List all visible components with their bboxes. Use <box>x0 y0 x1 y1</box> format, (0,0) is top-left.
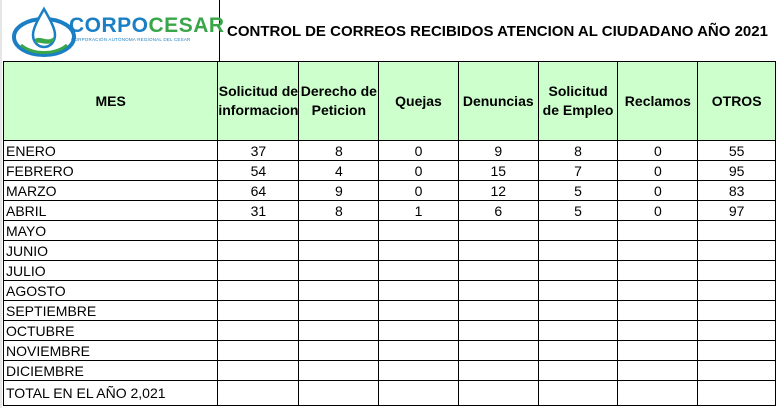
value-cell[interactable] <box>538 221 618 241</box>
header-row <box>4 62 776 141</box>
value-cell[interactable] <box>458 281 538 301</box>
value-cell[interactable]: 1 <box>379 201 459 221</box>
table-cell[interactable] <box>458 381 538 406</box>
value-cell[interactable]: 31 <box>218 201 299 221</box>
brand-part-2: CESAR <box>148 14 225 37</box>
value-cell[interactable] <box>299 241 379 261</box>
sheet-title[interactable]: CONTROL DE CORREOS RECIBIDOS ATENCION AL CIUDADANO AÑO 2021 <box>227 22 768 40</box>
month-cell[interactable]: NOVIEMBRE <box>4 341 218 361</box>
total-label[interactable]: TOTAL EN EL AÑO 2,021 <box>4 381 218 406</box>
value-cell[interactable]: 64 <box>218 181 299 201</box>
brand-part-1: CORPO <box>69 14 149 37</box>
value-cell[interactable]: 9 <box>458 141 538 161</box>
table-row <box>4 201 776 221</box>
value-cell[interactable] <box>218 301 299 321</box>
month-cell[interactable]: JULIO <box>4 261 218 281</box>
value-cell[interactable]: 0 <box>379 161 459 181</box>
value-cell[interactable] <box>379 361 459 381</box>
value-cell[interactable]: 0 <box>618 161 698 181</box>
value-cell[interactable]: 7 <box>538 161 618 181</box>
header-otros[interactable]: OTROS <box>698 62 776 141</box>
value-cell[interactable] <box>379 281 459 301</box>
value-cell[interactable] <box>218 341 299 361</box>
month-cell[interactable]: OCTUBRE <box>4 321 218 341</box>
month-cell[interactable]: FEBRERO <box>4 161 218 181</box>
value-cell[interactable]: 0 <box>379 181 459 201</box>
value-cell[interactable] <box>218 281 299 301</box>
header-mes[interactable]: MES <box>4 62 218 141</box>
value-cell[interactable] <box>458 241 538 261</box>
month-cell[interactable]: SEPTIEMBRE <box>4 301 218 321</box>
table-cell[interactable] <box>538 381 618 406</box>
month-cell[interactable]: ABRIL <box>4 201 218 221</box>
value-cell[interactable]: 15 <box>458 161 538 181</box>
value-cell[interactable] <box>458 361 538 381</box>
month-cell[interactable]: MAYO <box>4 221 218 241</box>
value-cell[interactable] <box>379 221 459 241</box>
value-cell[interactable] <box>379 301 459 321</box>
value-cell[interactable] <box>299 301 379 321</box>
header-quejas[interactable]: Quejas <box>379 62 459 141</box>
value-cell[interactable] <box>698 281 776 301</box>
value-cell[interactable]: 12 <box>458 181 538 201</box>
value-cell[interactable]: 0 <box>379 141 459 161</box>
total-row <box>4 381 776 406</box>
value-cell[interactable] <box>538 241 618 261</box>
value-cell[interactable]: 5 <box>538 201 618 221</box>
month-cell[interactable]: ENERO <box>4 141 218 161</box>
value-cell[interactable] <box>458 221 538 241</box>
value-cell[interactable] <box>618 241 698 261</box>
value-cell[interactable]: 95 <box>698 161 776 181</box>
value-cell[interactable]: 0 <box>618 201 698 221</box>
value-cell[interactable] <box>698 321 776 341</box>
value-cell[interactable]: 6 <box>458 201 538 221</box>
value-cell[interactable] <box>218 261 299 281</box>
value-cell[interactable] <box>299 321 379 341</box>
header-denuncias[interactable]: Denuncias <box>458 62 538 141</box>
value-cell[interactable] <box>538 321 618 341</box>
value-cell[interactable] <box>618 361 698 381</box>
table-cell[interactable] <box>379 381 459 406</box>
value-cell[interactable] <box>218 241 299 261</box>
value-cell[interactable] <box>538 261 618 281</box>
month-cell[interactable]: JUNIO <box>4 241 218 261</box>
value-cell[interactable] <box>458 261 538 281</box>
value-cell[interactable] <box>458 321 538 341</box>
table-cell[interactable] <box>299 381 379 406</box>
value-cell[interactable] <box>698 261 776 281</box>
value-cell[interactable]: 5 <box>538 181 618 201</box>
value-cell[interactable] <box>538 281 618 301</box>
value-cell[interactable] <box>299 261 379 281</box>
value-cell[interactable] <box>299 341 379 361</box>
table-row <box>4 341 776 361</box>
value-cell[interactable]: 97 <box>698 201 776 221</box>
brand-tagline: CORPORACIÓN AUTÓNOMA REGIONAL DEL CESAR <box>71 37 191 42</box>
table-row <box>4 301 776 321</box>
table-row <box>4 181 776 201</box>
value-cell[interactable] <box>538 341 618 361</box>
value-cell[interactable] <box>299 221 379 241</box>
table-cell[interactable] <box>618 381 698 406</box>
value-cell[interactable] <box>618 281 698 301</box>
month-cell[interactable]: AGOSTO <box>4 281 218 301</box>
month-cell[interactable]: MARZO <box>4 181 218 201</box>
table-cell[interactable] <box>218 381 299 406</box>
header-solicitud-informacion[interactable]: Solicitud de informacion <box>218 62 299 141</box>
table-row <box>4 141 776 161</box>
value-cell[interactable] <box>698 341 776 361</box>
value-cell[interactable] <box>218 221 299 241</box>
logo-cell[interactable] <box>3 0 225 62</box>
table-cell[interactable] <box>698 381 776 406</box>
value-cell[interactable] <box>538 301 618 321</box>
value-cell[interactable]: 4 <box>299 161 379 181</box>
value-cell[interactable]: 55 <box>698 141 776 161</box>
value-cell[interactable]: 8 <box>538 141 618 161</box>
value-cell[interactable] <box>458 341 538 361</box>
value-cell[interactable] <box>698 221 776 241</box>
emails-table <box>3 61 776 406</box>
value-cell[interactable]: 9 <box>299 181 379 201</box>
table-row <box>4 361 776 381</box>
value-cell[interactable]: 0 <box>618 141 698 161</box>
table-row <box>4 221 776 241</box>
value-cell[interactable]: 0 <box>618 181 698 201</box>
value-cell[interactable] <box>618 261 698 281</box>
header-solicitud-empleo[interactable]: Solicitud de Empleo <box>538 62 618 141</box>
month-cell[interactable]: DICIEMBRE <box>4 361 218 381</box>
brand-name <box>69 14 225 38</box>
table-row <box>4 161 776 181</box>
value-cell[interactable] <box>618 301 698 321</box>
value-cell[interactable] <box>379 321 459 341</box>
table-row <box>4 241 776 261</box>
value-cell[interactable] <box>299 361 379 381</box>
table-row <box>4 261 776 281</box>
value-cell[interactable] <box>299 281 379 301</box>
value-cell[interactable] <box>458 301 538 321</box>
value-cell[interactable] <box>538 361 618 381</box>
header-reclamos[interactable]: Reclamos <box>618 62 698 141</box>
value-cell[interactable]: 83 <box>698 181 776 201</box>
value-cell[interactable] <box>618 341 698 361</box>
value-cell[interactable]: 8 <box>299 201 379 221</box>
table-row <box>4 281 776 301</box>
value-cell[interactable]: 37 <box>218 141 299 161</box>
header-derecho-peticion[interactable]: Derecho de Peticion <box>299 62 379 141</box>
value-cell[interactable] <box>698 301 776 321</box>
corpocesar-logo-icon <box>11 3 77 59</box>
value-cell[interactable] <box>379 261 459 281</box>
title-row <box>0 0 776 62</box>
value-cell[interactable] <box>698 241 776 261</box>
value-cell[interactable]: 54 <box>218 161 299 181</box>
value-cell[interactable] <box>379 341 459 361</box>
table-row <box>4 321 776 341</box>
value-cell[interactable] <box>218 321 299 341</box>
value-cell[interactable] <box>618 221 698 241</box>
value-cell[interactable] <box>379 241 459 261</box>
value-cell[interactable] <box>698 361 776 381</box>
value-cell[interactable] <box>218 361 299 381</box>
value-cell[interactable]: 8 <box>299 141 379 161</box>
value-cell[interactable] <box>618 321 698 341</box>
